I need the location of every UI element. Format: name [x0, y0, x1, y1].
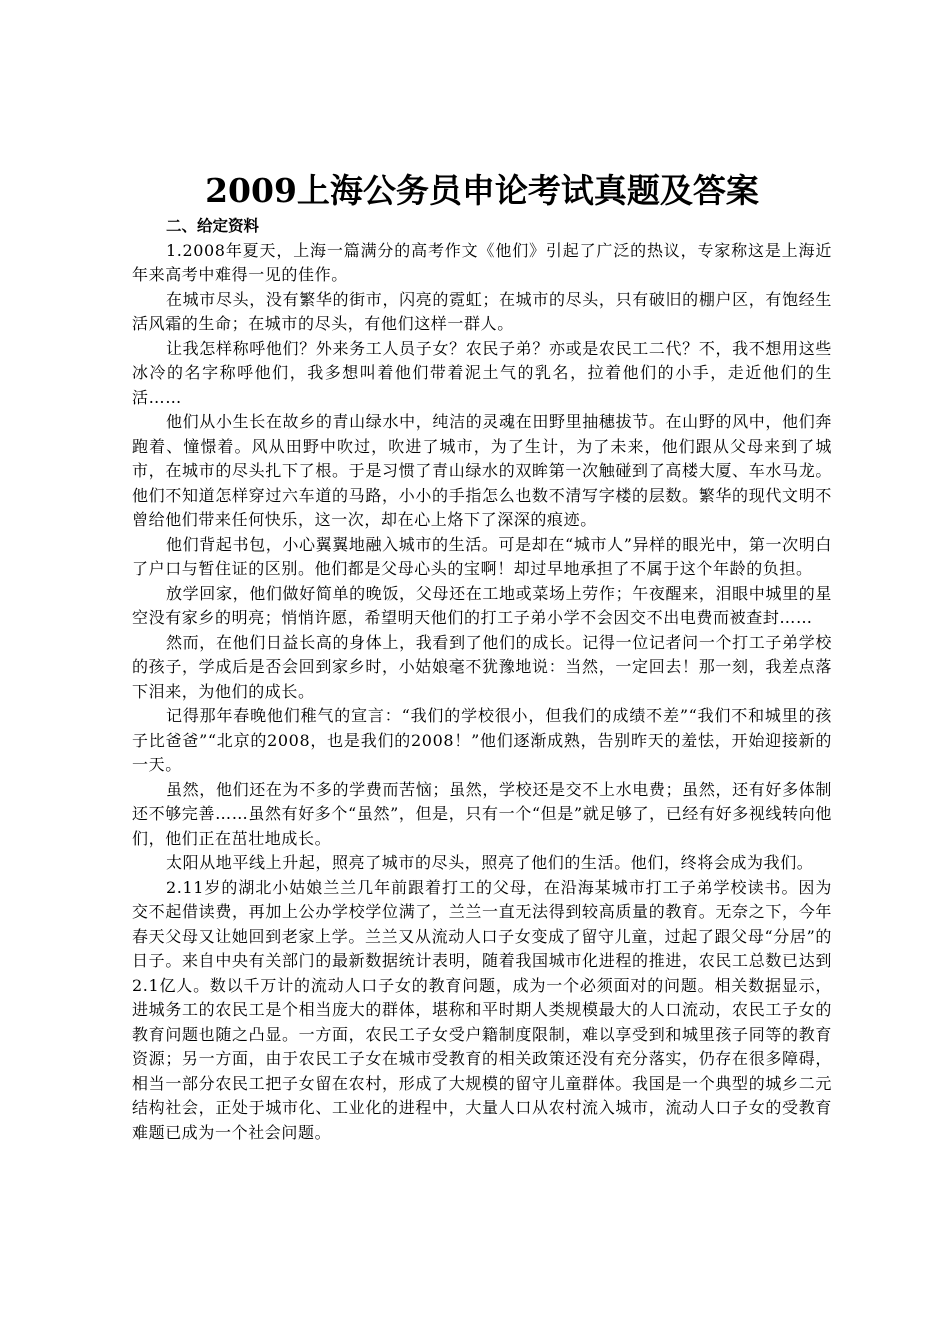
- paragraph-3: 让我怎样称呼他们？外来务工人员子女？农民子弟？亦或是农民工二代？不，我不想用这些冰冷的名字称呼他们，我多想叫着他们带着泥土气的乳名，拉着他们的小手，走近他们的生活……: [132, 338, 832, 407]
- paragraph-10: 太阳从地平线上升起，照亮了城市的尽头，照亮了他们的生活。他们，终将会成为我们。: [166, 853, 814, 872]
- paragraph-9: 虽然，他们还在为不多的学费而苦恼；虽然，学校还是交不上水电费；虽然，还有好多体制还不够完善……虽然有好多个“虽然”，但是，只有一个“但是”就足够了，已经有好多视线转向他们，他们正在茁壮地成长。: [132, 779, 832, 848]
- paragraph-6: 放学回家，他们做好简单的晚饭，父母还在工地或菜场上劳作；午夜醒来，泪眼中城里的星空没有家乡的明亮；悄悄许愿，希望明天他们的打工子弟小学不会因交不出电费而被查封……: [132, 583, 832, 627]
- section-heading: 二、给定资料: [166, 217, 260, 235]
- document-page: [132, 168, 832, 1145]
- document-title: 2009上海公务员申论考试真题及答案: [205, 171, 759, 210]
- paragraph-1: 1.2008年夏天，上海一篇满分的高考作文《他们》引起了广泛的热议，专家称这是上海近年来高考中难得一见的佳作。: [132, 240, 832, 284]
- paragraph-5: 他们背起书包，小心翼翼地融入城市的生活。可是却在“城市人”异样的眼光中，第一次明白了户口与暂住证的区别。他们都是父母心头的宝啊！却过早地承担了不属于这个年龄的负担。: [132, 534, 832, 578]
- paragraph-2: 在城市尽头，没有繁华的街市，闪亮的霓虹；在城市的尽头，只有破旧的棚户区，有饱经生活风霜的生命；在城市的尽头，有他们这样一群人。: [132, 289, 832, 333]
- paragraph-4: 他们从小生长在故乡的青山绿水中，纯洁的灵魂在田野里抽穗拔节。在山野的风中，他们奔跑着、憧憬着。风从田野中吹过，吹进了城市，为了生计，为了未来，他们跟从父母来到了城市，在城市的尽头扎下了根。于是习惯了青山绿水的双眸第一次触碰到了高楼大厦、车水马龙。他们不知道怎样穿过六车道的马路，小小的手指怎么也数不清写字楼的层数。繁华的现代文明不曾给他们带来任何快乐，这一次，却在心上烙下了深深的痕迹。: [132, 412, 832, 529]
- paragraph-7: 然而，在他们日益长高的身体上，我看到了他们的成长。记得一位记者问一个打工子弟学校的孩子，学成后是否会回到家乡时，小姑娘毫不犹豫地说：当然，一定回去！那一刻，我差点落下泪来，为他们的成长。: [132, 632, 832, 701]
- paragraph-8: 记得那年春晚他们稚气的宣言：“我们的学校很小，但我们的成绩不差”“我们不和城里的孩子比爸爸”“北京的2008，也是我们的2008！”他们逐渐成熟，告别昨天的羞怯，开始迎接新的一天。: [132, 706, 832, 774]
- paragraph-11: 2.11岁的湖北小姑娘兰兰几年前跟着打工的父母，在沿海某城市打工子弟学校读书。因为交不起借读费，再加上公办学校学位满了，兰兰一直无法得到较高质量的教育。无奈之下，今年春天父母又让她回到老家上学。兰兰又从流动人口子女变成了留守儿童，过起了跟父母“分居”的日子。来自中央有关部门的最新数据统计表明，随着我国城市化进程的推进，农民工总数已达到2.1亿人。数以千万计的流动人口子女的教育问题，成为一个必须面对的问题。相关数据显示，进城务工的农民工是个相当庞大的群体，堪称和平时期人类规模最大的人口流动，农民工子女的教育问题也随之凸显。一方面，农民工子女受户籍制度限制，难以享受到和城里孩子同等的教育资源；另一方面，由于农民工子女在城市受教育的相关政策还没有充分落实，仍存在很多障碍，相当一部分农民工把子女留在农村，形成了大规模的留守儿童群体。我国是一个典型的城乡二元结构社会，正处于城市化、工业化的进程中，大量人口从农村流入城市，流动人口子女的受教育难题已成为一个社会问题。: [132, 877, 832, 1142]
